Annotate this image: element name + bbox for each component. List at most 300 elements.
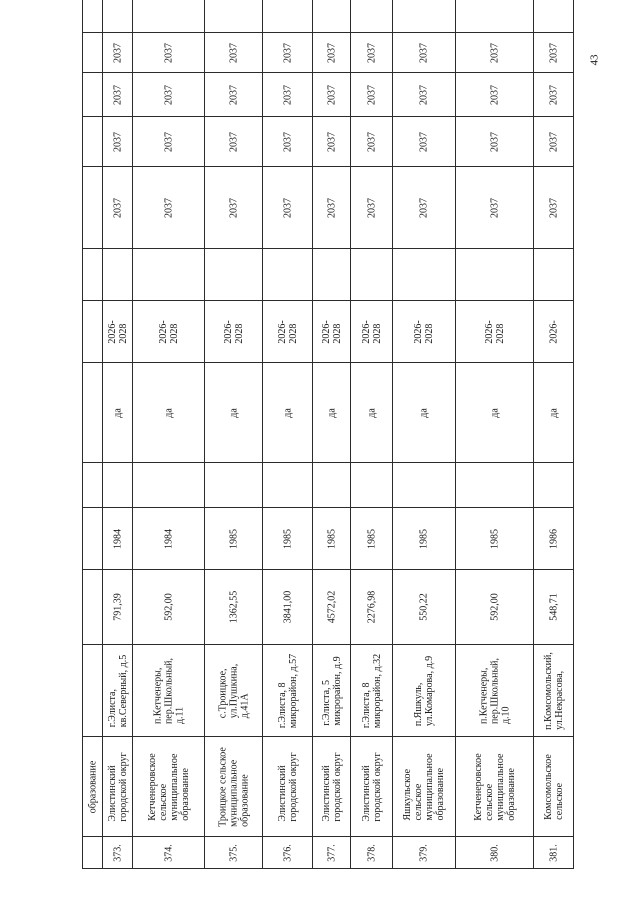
address-cell <box>533 644 574 737</box>
year-cell <box>455 507 534 570</box>
year-text-line: 1985 <box>326 528 337 549</box>
blank-cell <box>132 462 205 508</box>
year-text <box>419 529 430 549</box>
address-text-line: пер.Школьный, <box>489 657 500 724</box>
address-cell <box>204 644 263 737</box>
year-2037-text <box>419 132 430 152</box>
area-cell <box>455 569 534 645</box>
municipality-text-line: муниципальное <box>424 752 435 821</box>
blank-cell <box>132 248 205 301</box>
year-2037-text-line: 2037 <box>418 42 430 63</box>
year-2037-text <box>548 132 559 152</box>
year-2037-cell <box>312 166 351 249</box>
year-2037-text <box>366 85 377 105</box>
year-2037-text <box>489 85 500 105</box>
area-text-line: 1362,55 <box>228 590 239 624</box>
year-2037-text-line: 2037 <box>548 131 559 152</box>
area-text-line: 4572,02 <box>326 590 337 624</box>
year-2037-cell <box>350 32 393 73</box>
year-2037-text <box>326 198 337 218</box>
period-cell <box>312 300 351 363</box>
flag-text <box>366 408 377 418</box>
address-cell <box>455 644 534 737</box>
year-2037-cell <box>262 72 313 117</box>
header-cell <box>82 248 103 301</box>
year-2037-text-line: 2037 <box>282 42 293 63</box>
year-2037-text <box>112 43 123 63</box>
flag-text-line: да <box>228 407 239 418</box>
header-cell <box>82 736 103 837</box>
flag-cell <box>455 362 534 463</box>
municipality-text-line: образование <box>179 767 191 821</box>
year-text-line: 1985 <box>418 528 430 549</box>
header-cell <box>82 507 103 570</box>
area-text-line: 3841,00 <box>282 590 293 624</box>
period-text-line: 2028 <box>287 323 299 344</box>
year-2037-cell <box>312 116 351 167</box>
period-text-line: 2028 <box>331 323 343 344</box>
row-number-cell <box>312 836 351 869</box>
flag-text-line: да <box>548 407 559 418</box>
period-text <box>158 320 180 343</box>
year-2037-text-line: 2037 <box>112 84 123 105</box>
year-2037-text <box>489 198 500 218</box>
year-2037-text-line: 2037 <box>489 197 500 218</box>
year-2037-cell <box>262 166 313 249</box>
year-2037-cell <box>132 32 205 73</box>
period-text <box>548 320 559 343</box>
municipality-text <box>107 752 129 821</box>
year-cell <box>392 507 456 570</box>
year-2037-text-line: 2037 <box>326 42 337 63</box>
year-text <box>366 529 377 549</box>
year-2037-text <box>366 198 377 218</box>
row-number-text <box>489 844 500 862</box>
year-2037-cell <box>350 166 393 249</box>
municipality-text-line: образование <box>505 767 517 821</box>
area-text <box>326 591 337 624</box>
address-text <box>107 654 129 726</box>
municipality-text-line: муниципальное <box>494 753 506 821</box>
address-text-line: с.Троицкое, <box>217 667 228 718</box>
year-2037-cell <box>392 72 456 117</box>
header-cell <box>82 362 103 463</box>
period-text-line: 2028 <box>233 323 245 344</box>
period-text-line: 2026- <box>360 319 372 344</box>
address-text-line: г.Элиста, 5 <box>320 679 332 726</box>
year-2037-text-line: 2037 <box>366 197 377 218</box>
municipality-cell <box>312 736 351 837</box>
year-2037-text <box>326 85 337 105</box>
header-label-line: образование <box>87 760 98 813</box>
address-cell <box>392 644 456 737</box>
year-2037-cell <box>132 116 205 167</box>
year-2037-text <box>228 132 239 152</box>
period-text <box>223 320 245 343</box>
municipality-cell <box>392 736 456 837</box>
year-2037-cell <box>204 166 263 249</box>
address-text <box>217 663 250 717</box>
flag-text-line: да <box>418 407 430 418</box>
address-text-line: д.10 <box>500 705 511 724</box>
flag-text <box>282 408 293 418</box>
flag-cell <box>392 362 456 463</box>
year-cell <box>132 507 205 570</box>
row-number-cell <box>392 836 456 869</box>
flag-text-line: да <box>163 407 174 418</box>
year-text <box>112 529 123 549</box>
row-number-text-line: 378. <box>366 843 377 862</box>
period-cell <box>204 300 263 363</box>
row-number-text <box>228 844 239 862</box>
year-2037-cell <box>102 166 133 249</box>
row-number-text-line: 373. <box>112 843 123 862</box>
municipality-text-line: сельское <box>553 782 565 820</box>
row-number-cell <box>350 836 393 869</box>
area-text-line: 592,00 <box>489 593 500 621</box>
row-number-text <box>419 844 430 862</box>
year-2037-text <box>163 85 174 105</box>
year-text-line: 1986 <box>548 528 559 549</box>
year-2037-text <box>112 85 123 105</box>
blank-cell <box>533 248 574 301</box>
municipality-text <box>543 754 565 820</box>
flag-cell <box>312 362 351 463</box>
area-text-line: 791,39 <box>112 593 123 621</box>
address-text-line: д.11 <box>174 706 185 724</box>
year-2037-text <box>419 43 430 63</box>
row-number-text-line: 374. <box>163 843 174 862</box>
year-text <box>163 529 174 549</box>
period-text-line: 2028 <box>168 323 180 344</box>
area-text <box>228 591 239 624</box>
period-text-line: 2028 <box>424 323 435 344</box>
period-text-line: 2026- <box>413 319 424 344</box>
row-number-cell <box>102 836 133 869</box>
flag-cell <box>262 362 313 463</box>
row-number-text <box>548 844 559 862</box>
year-2037-text <box>419 198 430 218</box>
year-2037-text-line: 2037 <box>163 197 174 218</box>
municipality-text <box>277 752 299 821</box>
blank-cell <box>392 462 456 508</box>
municipality-text <box>473 753 517 820</box>
year-2037-text-line: 2037 <box>489 42 500 63</box>
year-2037-text <box>163 43 174 63</box>
row-number-cell <box>262 836 313 869</box>
period-text-line: 2026- <box>106 319 118 344</box>
period-cell <box>533 300 574 363</box>
year-text <box>228 529 239 549</box>
year-2037-cell <box>533 166 574 249</box>
year-cell <box>533 507 574 570</box>
blank-cell <box>350 248 393 301</box>
address-text <box>152 657 185 723</box>
period-cell <box>132 300 205 363</box>
flag-cell <box>132 362 205 463</box>
header-cell <box>82 32 103 73</box>
blank-cell <box>312 0 351 33</box>
municipality-cell <box>262 736 313 837</box>
address-cell <box>132 644 205 737</box>
year-cell <box>262 507 313 570</box>
period-cell <box>455 300 534 363</box>
flag-text <box>112 408 123 418</box>
period-text <box>361 320 383 343</box>
year-text-line: 1985 <box>282 528 293 549</box>
municipality-text <box>217 747 250 827</box>
area-text <box>112 593 123 621</box>
period-text <box>277 320 299 343</box>
year-cell <box>350 507 393 570</box>
blank-cell <box>102 462 133 508</box>
municipality-text-line: муниципальное <box>228 759 239 827</box>
flag-text <box>228 408 239 418</box>
blank-cell <box>102 248 133 301</box>
flag-text <box>163 408 174 418</box>
flag-text-line: да <box>366 407 377 418</box>
municipality-cell <box>455 736 534 837</box>
municipality-text-line: Троицкое сельское <box>217 746 228 827</box>
data-table <box>82 38 568 868</box>
area-text <box>419 593 430 621</box>
year-2037-text-line: 2037 <box>282 131 293 152</box>
year-text-line: 1985 <box>489 528 500 549</box>
year-2037-cell <box>392 32 456 73</box>
year-2037-text <box>326 132 337 152</box>
area-cell <box>392 569 456 645</box>
address-cell <box>350 644 393 737</box>
municipality-text-line: Кетченеровское <box>146 752 158 821</box>
municipality-text-line: Элистинский <box>276 764 288 822</box>
address-text-line: кв.Северный, д.5 <box>117 654 129 727</box>
header-cell <box>82 116 103 167</box>
header-cell <box>82 300 103 363</box>
area-cell <box>204 569 263 645</box>
municipality-text-line: городской округ <box>331 751 343 822</box>
municipality-text <box>361 752 383 821</box>
year-2037-cell <box>132 166 205 249</box>
municipality-text-line: Яшкульское <box>402 768 413 821</box>
blank-cell <box>392 248 456 301</box>
area-cell <box>262 569 313 645</box>
area-cell <box>350 569 393 645</box>
row-number-text <box>326 844 337 862</box>
period-text <box>107 320 129 343</box>
year-2037-cell <box>312 32 351 73</box>
year-2037-text-line: 2037 <box>282 197 293 218</box>
municipality-text-line: городской округ <box>287 751 299 822</box>
year-2037-text-line: 2037 <box>282 84 293 105</box>
flag-text-line: да <box>489 407 500 418</box>
address-text <box>478 657 511 723</box>
address-text-line: г.Элиста, 8 <box>360 681 372 728</box>
year-2037-text <box>548 198 559 218</box>
year-2037-text <box>163 132 174 152</box>
address-text <box>277 653 299 727</box>
blank-cell <box>392 0 456 33</box>
area-text <box>548 593 559 621</box>
flag-cell <box>533 362 574 463</box>
year-2037-cell <box>533 72 574 117</box>
year-2037-text <box>366 132 377 152</box>
year-2037-cell <box>262 32 313 73</box>
row-number-text <box>112 844 123 862</box>
year-cell <box>312 507 351 570</box>
year-2037-cell <box>455 116 534 167</box>
blank-cell <box>102 0 133 33</box>
row-number-text-line: 375. <box>228 843 239 862</box>
municipality-text <box>402 753 446 820</box>
row-number-cell <box>204 836 263 869</box>
year-2037-cell <box>392 116 456 167</box>
year-2037-cell <box>455 32 534 73</box>
municipality-text-line: Элистинский <box>106 764 118 822</box>
period-text <box>321 320 343 343</box>
year-2037-cell <box>102 32 133 73</box>
row-number-text <box>366 844 377 862</box>
row-number-cell <box>455 836 534 869</box>
municipality-text-line: сельское <box>483 783 495 821</box>
year-2037-text <box>228 198 239 218</box>
blank-cell <box>204 462 263 508</box>
address-text-line: п.Кетченеры, <box>478 667 489 724</box>
year-2037-text-line: 2037 <box>326 131 337 152</box>
header-cell <box>82 72 103 117</box>
flag-text-line: да <box>112 407 123 418</box>
year-2037-text-line: 2037 <box>112 197 123 218</box>
year-2037-text-line: 2037 <box>548 197 559 218</box>
flag-text-line: да <box>326 407 337 418</box>
year-2037-cell <box>312 72 351 117</box>
header-cell <box>82 569 103 645</box>
flag-text <box>489 408 500 418</box>
year-text <box>548 529 559 549</box>
year-2037-cell <box>455 166 534 249</box>
header-cell <box>82 462 103 508</box>
flag-text <box>326 408 337 418</box>
address-text-line: д.41А <box>239 692 250 718</box>
year-2037-text-line: 2037 <box>112 131 123 152</box>
blank-cell <box>262 0 313 33</box>
area-cell <box>102 569 133 645</box>
municipality-text-line: образование <box>435 767 446 821</box>
municipality-cell <box>204 736 263 837</box>
year-2037-cell <box>204 72 263 117</box>
year-2037-text <box>489 132 500 152</box>
period-cell <box>350 300 393 363</box>
blank-cell <box>455 248 534 301</box>
year-2037-text-line: 2037 <box>548 84 559 105</box>
year-2037-text-line: 2037 <box>163 131 174 152</box>
year-text-line: 1985 <box>366 528 377 549</box>
year-text-line: 1984 <box>112 528 123 549</box>
area-text-line: 550,22 <box>418 593 430 621</box>
municipality-text-line: городской округ <box>117 751 129 822</box>
row-number-cell <box>533 836 574 869</box>
year-2037-text <box>228 85 239 105</box>
year-2037-text-line: 2037 <box>366 84 377 105</box>
year-text <box>282 529 293 549</box>
municipality-text-line: Кетченеровское <box>472 752 484 821</box>
flag-cell <box>350 362 393 463</box>
year-2037-cell <box>455 72 534 117</box>
year-2037-text-line: 2037 <box>326 84 337 105</box>
year-2037-text-line: 2037 <box>366 42 377 63</box>
period-text-line: 2026- <box>483 319 495 344</box>
year-2037-text <box>163 198 174 218</box>
row-number-text <box>163 844 174 862</box>
year-2037-text <box>112 198 123 218</box>
municipality-cell <box>102 736 133 837</box>
blank-cell <box>350 462 393 508</box>
municipality-cell <box>132 736 205 837</box>
blank-cell <box>533 0 574 33</box>
flag-cell <box>102 362 133 463</box>
row-number-text-line: 376. <box>282 843 293 862</box>
period-text-line: 2026- <box>548 319 559 344</box>
year-2037-cell <box>533 116 574 167</box>
municipality-cell <box>350 736 393 837</box>
period-text-line: 2028 <box>371 323 383 344</box>
address-text <box>413 655 435 725</box>
year-2037-text <box>282 85 293 105</box>
blank-cell <box>533 462 574 508</box>
row-number-text <box>282 844 293 862</box>
area-text-line: 592,00 <box>163 593 174 621</box>
address-text-line: г.Элиста, <box>106 688 118 727</box>
address-text-line: микрорайон, д.9 <box>331 655 343 726</box>
year-cell <box>102 507 133 570</box>
year-2037-text-line: 2037 <box>163 42 174 63</box>
row-number-text-line: 379. <box>418 843 430 862</box>
flag-text-line: да <box>282 407 293 418</box>
area-text <box>163 593 174 621</box>
header-cell <box>82 166 103 249</box>
year-2037-cell <box>102 72 133 117</box>
row-number-cell <box>132 836 205 869</box>
municipality-text-line: образование <box>239 773 250 827</box>
year-2037-text-line: 2037 <box>489 131 500 152</box>
period-text-line: 2028 <box>494 323 506 344</box>
area-text <box>366 591 377 624</box>
year-2037-text <box>282 43 293 63</box>
address-cell <box>262 644 313 737</box>
header-cell <box>82 644 103 737</box>
address-text <box>543 652 565 730</box>
year-2037-text-line: 2037 <box>489 84 500 105</box>
year-2037-text-line: 2037 <box>326 197 337 218</box>
period-text-line: 2026- <box>276 319 288 344</box>
year-2037-cell <box>262 116 313 167</box>
address-cell <box>312 644 351 737</box>
page-number: 43 <box>588 54 600 66</box>
municipality-text-line: муниципальное <box>168 753 180 821</box>
flag-cell <box>204 362 263 463</box>
address-text-line: микрорайон, д.32 <box>371 653 383 728</box>
year-2037-text <box>228 43 239 63</box>
year-2037-text <box>326 43 337 63</box>
blank-cell <box>262 248 313 301</box>
year-2037-text <box>112 132 123 152</box>
address-text-line: микрорайон, д.57 <box>287 653 299 728</box>
row-number-text-line: 377. <box>326 843 337 862</box>
header-label <box>87 760 98 813</box>
area-cell <box>132 569 205 645</box>
municipality-text-line: Элистинский <box>320 764 332 822</box>
year-2037-text <box>548 43 559 63</box>
blank-cell <box>262 462 313 508</box>
